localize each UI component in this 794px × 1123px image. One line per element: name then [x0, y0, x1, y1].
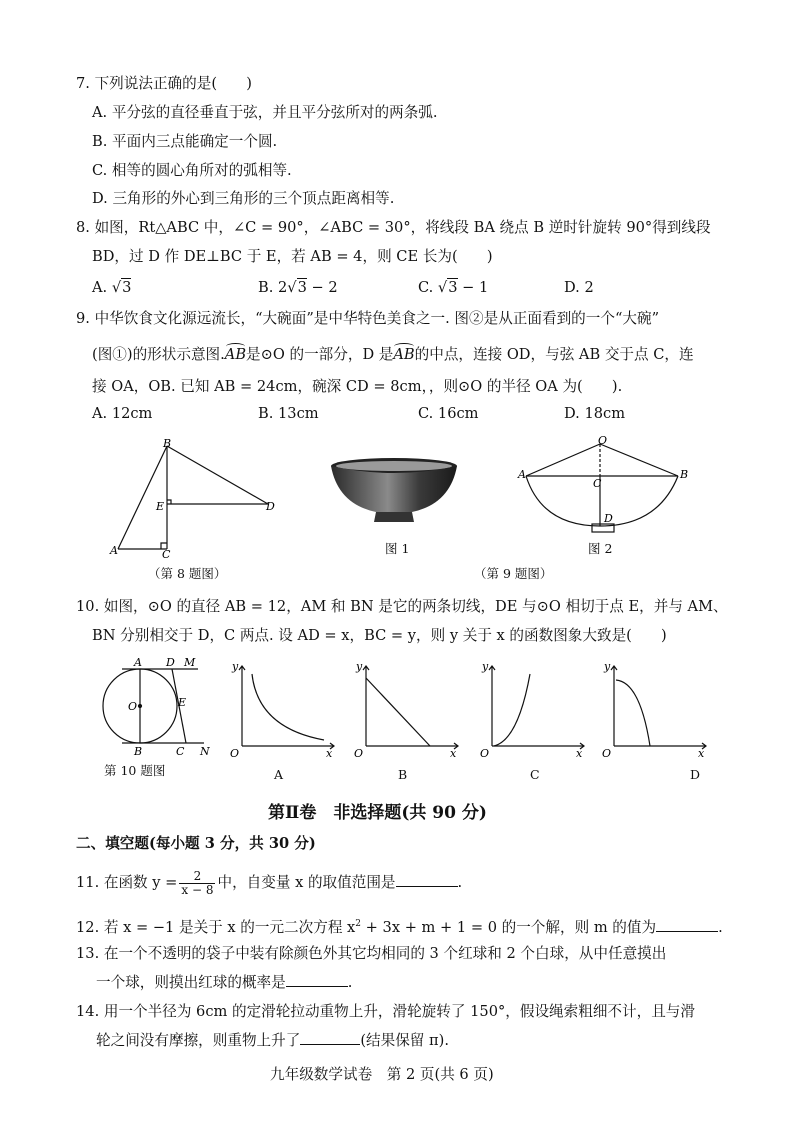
graph-option-b [352, 660, 464, 758]
q8-stem-line2: BD，过 D 作 DE⊥BC 于 E，若 AB = 4，则 CE 长为( ) [92, 248, 493, 265]
q7-stem: 7. 下列说法正确的是( ) [76, 75, 252, 92]
graph-b-x-label: x [450, 747, 457, 758]
q13-answer-blank[interactable] [286, 974, 348, 987]
q9-stem-line1: 9. 中华饮食文化源远流长，“大碗面”是中华特色美食之一. 图②是从正面看到的一个“大碗” [76, 310, 660, 327]
graph-option-a [228, 660, 340, 758]
q11: 11. 在函数 y = $\frac{2}{x - 8}$ 中，自变量 x 的取值范围是 . [76, 868, 463, 897]
figure-q9-diagram [512, 436, 692, 536]
graph-d-letter: D [690, 767, 701, 782]
graph-option-d [600, 660, 712, 758]
q8-option-d: D. 2 [564, 279, 594, 296]
fig10-caption: 第 10 题图 [104, 763, 166, 778]
q12-answer-blank[interactable] [656, 919, 718, 932]
figure-q8 [100, 436, 290, 566]
graph-d-x-label: x [698, 747, 705, 758]
fig8-label-d: D [266, 500, 275, 513]
fig10-label-n: N [200, 745, 210, 758]
q14-line2: 轮之间没有摩擦，则重物上升了 (结果保留 π). [96, 1032, 449, 1049]
q7-option-d: D. 三角形的外心到三角形的三个顶点距离相等. [92, 190, 395, 207]
arc-ab-2: AB [393, 346, 415, 363]
q8-option-c: C. √3 − 1 [418, 279, 489, 296]
graph-a-y-label: y [232, 660, 239, 673]
graph-a-x-label: x [326, 747, 333, 758]
fig8-label-e: E [156, 500, 165, 513]
fig10-label-o: O [128, 700, 138, 713]
fig9-label-d: D [604, 512, 613, 525]
graph-b-origin: O [354, 747, 364, 758]
graph-b-y-label: y [356, 660, 363, 673]
fig8-label-a: A [110, 544, 118, 557]
q9-stem-line2: (图①)的形状示意图.AB是⊙O 的一部分，D 是AB的中点，连接 OD，与弦 AB 交于点 C，连 [92, 346, 694, 363]
fig10-label-a: A [134, 656, 142, 669]
q13-line2: 一个球，则摸出红球的概率是 . [96, 974, 353, 991]
q7-option-b: B. 平面内三点能确定一个圆. [92, 133, 278, 150]
figure-q10 [92, 656, 222, 758]
q8-option-a: A. √3 [92, 279, 132, 296]
q12: 12. 若 x = −1 是关于 x 的一元二次方程 $x^2 + 3x + m + 1 = 0$ 的一个解，则 m 的值为 . [76, 918, 723, 936]
graph-option-c [478, 660, 590, 758]
fig9-label-1: 图 1 [385, 541, 410, 556]
q7-option-c: C. 相等的圆心角所对的弧相等. [92, 162, 292, 179]
fig9-label-2: 图 2 [588, 541, 613, 556]
q7-option-a: A. 平分弦的直径垂直于弦，并且平分弦所对的两条弧. [92, 104, 438, 121]
q9-option-b: B. 13cm [258, 405, 319, 422]
q9-option-d: D. 18cm [564, 405, 626, 422]
fig10-label-e: E [178, 696, 187, 709]
graph-b-letter: B [398, 767, 408, 782]
fig9-label-b: B [680, 468, 689, 481]
fig8-label-b: B [163, 437, 172, 450]
q13-line1: 13. 在一个不透明的袋子中装有除颜色外其它均相同的 3 个红球和 2 个白球，从中任意摸出 [76, 945, 667, 962]
fig10-label-c: C [176, 745, 185, 758]
fig9-label-a: A [518, 468, 526, 481]
fill-in-header: 二、填空题(每小题 3 分，共 30 分) [76, 835, 316, 852]
fig8-label-c: C [162, 548, 171, 561]
q10-stem-line2: BN 分别相交于 D，C 两点. 设 AD = x，BC = y，则 y 关于 x 的函数图象大致是( ) [92, 627, 667, 644]
q11-answer-blank[interactable] [396, 874, 458, 887]
graph-a-letter: A [274, 767, 284, 782]
q9-option-c: C. 16cm [418, 405, 479, 422]
fig8-caption: （第 8 题图） [148, 566, 227, 581]
q9-stem-line3: 接 OA，OB. 已知 AB = 24cm，碗深 CD = 8cm，，则⊙O 的半径 OA 为( ). [92, 378, 623, 395]
q14-answer-blank[interactable] [300, 1032, 360, 1045]
graph-c-origin: O [480, 747, 490, 758]
page-footer: 九年级数学试卷 第 2 页(共 6 页) [270, 1066, 494, 1083]
fig10-label-d: D [166, 656, 175, 669]
q8-option-b: B. 2√3 − 2 [258, 279, 338, 296]
q10-stem-line1: 10. 如图，⊙O 的直径 AB = 12，AM 和 BN 是它的两条切线，DE 与⊙O 相切于点 E，并与 AM、 [76, 598, 728, 615]
graph-c-y-label: y [482, 660, 489, 673]
fig10-label-b: B [134, 745, 143, 758]
q14-line1: 14. 用一个半径为 6cm 的定滑轮拉动重物上升，滑轮旋转了 150°，假设绳索粗细不计，且与滑 [76, 1003, 695, 1020]
q8-stem-line1: 8. 如图，Rt△ABC 中，∠C = 90°，∠ABC = 30°，将线段 BA 绕点 B 逆时针旋转 90°得到线段 [76, 219, 711, 236]
graph-d-origin: O [602, 747, 612, 758]
q9-option-a: A. 12cm [92, 405, 153, 422]
section-title: 第Ⅱ卷 非选择题(共 90 分) [268, 803, 487, 823]
arc-ab: AB [224, 346, 247, 363]
q11-fraction: $\frac{2}{x - 8}$ [181, 868, 214, 897]
graph-d-y-label: y [604, 660, 611, 673]
fig10-label-m: M [184, 656, 196, 669]
fig9-label-c: C [593, 477, 602, 490]
bowl-illustration [328, 452, 460, 527]
graph-c-x-label: x [576, 747, 583, 758]
fig9-label-o: O [598, 436, 608, 447]
graph-c-letter: C [530, 767, 540, 782]
graph-a-origin: O [230, 747, 240, 758]
fig9-caption: （第 9 题图） [474, 566, 553, 581]
